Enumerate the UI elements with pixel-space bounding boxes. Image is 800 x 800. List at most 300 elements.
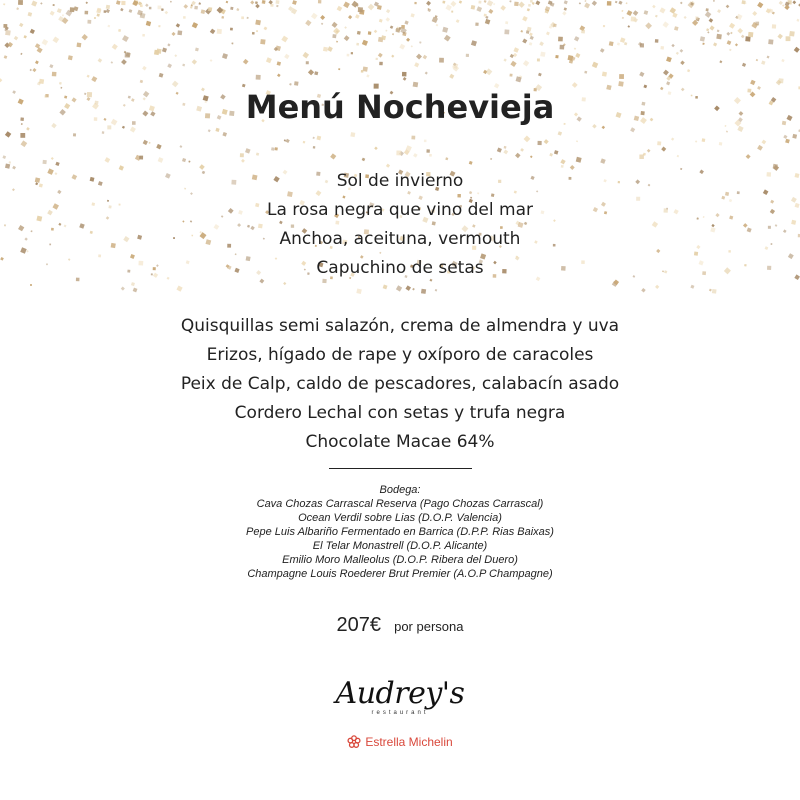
confetti-piece <box>210 29 216 35</box>
confetti-piece <box>323 47 328 52</box>
confetti-piece <box>574 36 579 41</box>
confetti-piece <box>792 0 796 4</box>
confetti-piece <box>139 156 143 160</box>
confetti-piece <box>284 54 289 59</box>
confetti-piece <box>490 158 492 160</box>
confetti-piece <box>250 0 254 4</box>
confetti-piece <box>680 2 683 5</box>
confetti-piece <box>466 54 469 57</box>
confetti-piece <box>631 17 636 22</box>
confetti-piece <box>558 37 563 42</box>
confetti-piece <box>98 58 103 63</box>
confetti-piece <box>471 5 476 10</box>
confetti-piece <box>285 139 289 143</box>
list-item: Capuchino de setas <box>316 258 484 278</box>
confetti-piece <box>140 80 143 83</box>
confetti-piece <box>520 148 524 152</box>
confetti-piece <box>107 125 111 129</box>
confetti-piece <box>705 11 712 18</box>
confetti-piece <box>707 31 709 33</box>
confetti-piece <box>120 8 123 11</box>
confetti-piece <box>411 45 413 47</box>
confetti-piece <box>111 61 114 64</box>
confetti-piece <box>391 55 394 58</box>
confetti-piece <box>256 75 261 80</box>
confetti-piece <box>176 23 180 27</box>
confetti-piece <box>255 4 260 9</box>
confetti-piece <box>59 82 62 85</box>
confetti-piece <box>294 81 299 86</box>
confetti-piece <box>303 141 306 144</box>
confetti-piece <box>752 11 757 16</box>
starters-list <box>0 167 800 283</box>
confetti-piece <box>768 39 773 44</box>
confetti-piece <box>142 66 147 71</box>
confetti-piece <box>347 54 350 57</box>
confetti-piece <box>549 153 553 157</box>
confetti-piece <box>602 126 606 130</box>
confetti-piece <box>208 129 211 132</box>
confetti-piece <box>91 76 97 82</box>
confetti-piece <box>584 71 587 74</box>
restaurant-subtitle: restaurant <box>371 710 429 716</box>
confetti-piece <box>121 1 125 5</box>
confetti-piece <box>240 153 244 157</box>
confetti-piece <box>318 0 321 3</box>
confetti-piece <box>242 84 246 88</box>
confetti-piece <box>351 52 353 54</box>
confetti-piece <box>52 72 57 77</box>
confetti-piece <box>485 68 492 75</box>
confetti-piece <box>51 157 54 160</box>
confetti-piece <box>544 139 549 144</box>
confetti-piece <box>741 0 745 4</box>
confetti-piece <box>188 161 190 163</box>
confetti-piece <box>336 41 338 43</box>
confetti-piece <box>3 24 7 28</box>
confetti-piece <box>255 20 261 26</box>
confetti-piece <box>592 62 598 68</box>
confetti-piece <box>737 28 743 34</box>
confetti-piece <box>622 17 624 19</box>
confetti-piece <box>386 17 390 21</box>
confetti-piece <box>2 155 6 159</box>
confetti-piece <box>174 54 177 57</box>
confetti-piece <box>757 145 763 151</box>
confetti-piece <box>709 18 714 23</box>
confetti-piece <box>538 73 542 77</box>
confetti-piece <box>30 69 32 71</box>
confetti-piece <box>620 37 626 43</box>
confetti-piece <box>674 26 679 31</box>
confetti-piece <box>243 59 249 65</box>
confetti-piece <box>645 22 652 29</box>
confetti-piece <box>87 75 90 78</box>
confetti-piece <box>553 24 557 28</box>
confetti-piece <box>785 139 790 144</box>
confetti-piece <box>661 147 666 152</box>
confetti-piece <box>344 35 350 41</box>
confetti-piece <box>149 7 152 10</box>
confetti-piece <box>164 11 168 15</box>
confetti-piece <box>313 146 315 148</box>
confetti-piece <box>522 39 527 44</box>
confetti-piece <box>426 1 431 6</box>
confetti-piece <box>717 30 720 33</box>
confetti-piece <box>256 153 259 156</box>
confetti-piece <box>130 127 136 133</box>
confetti-piece <box>639 155 644 160</box>
confetti-piece <box>140 4 143 7</box>
confetti-piece <box>190 6 193 9</box>
confetti-piece <box>68 55 73 60</box>
confetti-piece <box>633 10 639 16</box>
confetti-piece <box>777 34 782 39</box>
confetti-piece <box>177 30 182 35</box>
confetti-piece <box>459 0 462 3</box>
confetti-piece <box>108 25 111 28</box>
confetti-piece <box>579 2 581 4</box>
confetti-piece <box>158 157 164 163</box>
confetti-piece <box>149 142 151 144</box>
confetti-piece <box>413 153 418 158</box>
confetti-piece <box>156 144 161 149</box>
confetti-piece <box>378 53 383 58</box>
list-item: La rosa negra que vino del mar <box>267 200 533 220</box>
confetti-piece <box>73 133 76 136</box>
confetti-piece <box>702 138 706 142</box>
confetti-piece <box>529 33 533 37</box>
confetti-piece <box>558 131 562 135</box>
list-item: Peix de Calp, caldo de pescadores, calabacín asado <box>180 374 620 394</box>
confetti-piece <box>396 285 402 291</box>
confetti-piece <box>767 56 770 59</box>
confetti-piece <box>684 16 687 19</box>
divider <box>329 468 472 469</box>
confetti-piece <box>23 35 26 38</box>
wine-item: El Telar Monastrell (D.O.P. Alicante) <box>312 540 488 552</box>
confetti-piece <box>729 49 732 52</box>
confetti-piece <box>344 26 347 29</box>
confetti-piece <box>366 74 369 77</box>
confetti-piece <box>500 5 506 11</box>
confetti-piece <box>432 17 438 23</box>
confetti-piece <box>368 4 375 11</box>
confetti-piece <box>55 162 59 166</box>
confetti-piece <box>655 39 659 43</box>
confetti-piece <box>618 81 623 86</box>
confetti-piece <box>356 289 361 294</box>
confetti-piece <box>662 21 668 27</box>
confetti-piece <box>671 138 674 141</box>
confetti-piece <box>396 28 401 33</box>
confetti-piece <box>730 32 733 35</box>
restaurant-name: Audrey's <box>335 676 465 711</box>
confetti-piece <box>712 289 717 294</box>
confetti-piece <box>222 53 228 59</box>
confetti-piece <box>652 5 656 9</box>
confetti-piece <box>362 158 366 162</box>
price-amount: 207€ <box>336 614 381 636</box>
confetti-piece <box>271 147 275 151</box>
confetti-piece <box>112 44 118 50</box>
confetti-piece <box>436 24 439 27</box>
confetti-piece <box>564 7 567 10</box>
confetti-piece <box>4 55 8 59</box>
confetti-piece <box>640 43 644 47</box>
confetti-piece <box>230 7 233 10</box>
confetti-piece <box>619 74 624 79</box>
confetti-piece <box>421 289 426 294</box>
confetti-piece <box>676 52 679 55</box>
list-item: Chocolate Macae 64% <box>305 432 495 452</box>
confetti-piece <box>695 16 698 19</box>
confetti-piece <box>748 32 753 37</box>
confetti-piece <box>53 4 55 6</box>
confetti-piece <box>742 63 746 67</box>
confetti-piece <box>28 12 33 17</box>
confetti-piece <box>362 40 368 46</box>
confetti-piece <box>42 160 46 164</box>
confetti-piece <box>600 158 605 163</box>
confetti-piece <box>327 46 333 52</box>
confetti-piece <box>706 8 709 11</box>
confetti-piece <box>535 0 540 5</box>
confetti-piece <box>18 0 23 5</box>
confetti-piece <box>275 147 278 150</box>
confetti-piece <box>782 4 784 6</box>
confetti-piece <box>626 10 632 16</box>
confetti-piece <box>9 161 12 164</box>
confetti-piece <box>727 40 732 45</box>
confetti-piece <box>358 7 363 12</box>
confetti-piece <box>332 22 338 28</box>
confetti-piece <box>121 59 127 65</box>
confetti-piece <box>320 15 325 20</box>
confetti-piece <box>316 136 321 141</box>
confetti-piece <box>560 45 565 50</box>
confetti-piece <box>792 134 797 139</box>
confetti-piece <box>194 6 198 10</box>
confetti-piece <box>198 2 201 5</box>
confetti-piece <box>617 42 620 45</box>
confetti-piece <box>659 7 665 13</box>
confetti-piece <box>493 3 495 5</box>
restaurant-logo <box>0 676 800 716</box>
confetti-piece <box>116 0 121 5</box>
confetti-piece <box>106 9 110 13</box>
confetti-piece <box>560 159 565 164</box>
confetti-piece <box>450 1 456 7</box>
confetti-piece <box>607 1 612 6</box>
confetti-piece <box>40 2 42 4</box>
confetti-piece <box>451 11 453 13</box>
confetti-piece <box>281 36 288 43</box>
confetti-piece <box>208 7 212 11</box>
confetti-piece <box>505 21 508 24</box>
confetti-piece <box>618 1 622 5</box>
confetti-piece <box>255 1 258 4</box>
confetti-piece <box>741 35 745 39</box>
list-item: Erizos, hígado de rape y oxíporo de caracoles <box>206 345 594 365</box>
confetti-piece <box>16 7 19 10</box>
confetti-piece <box>145 4 149 8</box>
confetti-piece <box>783 135 787 139</box>
confetti-piece <box>666 57 672 63</box>
confetti-piece <box>497 148 502 153</box>
confetti-piece <box>528 4 531 7</box>
confetti-piece <box>584 3 590 9</box>
confetti-piece <box>425 72 428 75</box>
confetti-piece <box>215 128 219 132</box>
confetti-piece <box>129 9 133 13</box>
confetti-piece <box>779 1 783 5</box>
confetti-piece <box>772 12 775 15</box>
confetti-piece <box>94 17 96 19</box>
list-item: Sol de invierno <box>336 171 464 191</box>
confetti-piece <box>726 5 730 9</box>
confetti-piece <box>263 1 265 3</box>
confetti-piece <box>700 36 705 41</box>
wine-item: Emilio Moro Malleolus (D.O.P. Ribera del Duero) <box>282 554 518 566</box>
confetti-piece <box>426 149 429 152</box>
confetti-piece <box>245 148 251 154</box>
confetti-piece <box>717 9 721 13</box>
confetti-piece <box>143 140 148 145</box>
confetti-piece <box>337 6 343 12</box>
confetti-piece <box>118 29 121 32</box>
confetti-piece <box>102 131 105 134</box>
confetti-piece <box>305 20 311 26</box>
confetti-piece <box>182 64 185 67</box>
price <box>0 614 800 637</box>
confetti-piece <box>504 146 507 149</box>
confetti-piece <box>414 62 419 67</box>
confetti-piece <box>737 126 743 132</box>
confetti-piece <box>356 43 359 46</box>
confetti-piece <box>530 155 533 158</box>
confetti-piece <box>750 80 755 85</box>
wine-item: Ocean Verdil sobre Lias (D.O.P. Valencia) <box>298 512 502 524</box>
confetti-piece <box>158 6 162 10</box>
confetti-piece <box>523 60 529 66</box>
confetti-piece <box>641 288 645 292</box>
confetti-piece <box>761 61 765 65</box>
confetti-piece <box>510 61 516 67</box>
confetti-piece <box>602 72 607 77</box>
confetti-piece <box>260 39 265 44</box>
confetti-piece <box>403 77 407 81</box>
confetti-piece <box>576 157 582 163</box>
confetti-piece <box>386 9 390 13</box>
confetti-piece <box>655 285 659 289</box>
confetti-piece <box>374 30 378 34</box>
confetti-piece <box>680 61 685 66</box>
confetti-piece <box>488 9 493 14</box>
wine-item: Champagne Louis Roederer Brut Premier (A.O.P Champagne) <box>247 568 553 580</box>
confetti-piece <box>680 49 684 53</box>
confetti-piece <box>515 153 521 159</box>
confetti-piece <box>158 25 160 27</box>
confetti-piece <box>655 15 658 18</box>
confetti-piece <box>621 10 623 12</box>
confetti-piece <box>405 285 411 291</box>
confetti-piece <box>745 36 750 41</box>
price-unit: por persona <box>394 619 464 634</box>
confetti-piece <box>230 28 233 31</box>
confetti-piece <box>201 9 206 14</box>
confetti-piece <box>568 55 574 61</box>
confetti-piece <box>264 27 268 31</box>
confetti-piece <box>478 1 481 4</box>
confetti-piece <box>231 42 233 44</box>
page-title: Menú Nochevieja <box>245 88 555 126</box>
confetti-piece <box>170 1 172 3</box>
list-item: Cordero Lechal con setas y trufa negra <box>234 403 566 423</box>
confetti-piece <box>252 32 255 35</box>
confetti-piece <box>106 5 110 9</box>
confetti-piece <box>210 59 213 62</box>
confetti-piece <box>690 285 694 289</box>
confetti-piece <box>167 43 170 46</box>
confetti-piece <box>221 16 224 19</box>
confetti-piece <box>122 126 125 129</box>
confetti-piece <box>445 4 451 10</box>
confetti-piece <box>514 2 519 7</box>
confetti-piece <box>176 286 182 292</box>
confetti-piece <box>125 52 130 57</box>
confetti-piece <box>530 0 533 3</box>
confetti-piece <box>87 20 91 24</box>
confetti-piece <box>19 23 23 27</box>
confetti-piece <box>411 13 415 17</box>
confetti-piece <box>226 1 229 4</box>
confetti-piece <box>713 0 715 2</box>
confetti-piece <box>30 284 32 286</box>
confetti-piece <box>411 136 415 140</box>
confetti-piece <box>449 74 454 79</box>
confetti-piece <box>277 74 281 78</box>
confetti-piece <box>539 41 544 46</box>
confetti-piece <box>429 154 432 157</box>
confetti-piece <box>217 29 222 34</box>
confetti-piece <box>357 31 361 35</box>
confetti-piece <box>390 26 393 29</box>
confetti-piece <box>399 44 405 50</box>
list-item: Quisquillas semi salazón, crema de almendra y uva <box>180 316 620 336</box>
confetti-piece <box>584 0 586 2</box>
confetti-piece <box>503 58 506 61</box>
confetti-piece <box>31 1 37 7</box>
confetti-piece <box>266 57 272 63</box>
confetti-piece <box>503 150 508 155</box>
confetti-piece <box>627 25 630 28</box>
confetti-piece <box>716 34 722 40</box>
confetti-piece <box>5 131 11 137</box>
confetti-piece <box>62 15 64 17</box>
confetti-piece <box>276 0 280 4</box>
confetti-piece <box>469 161 473 165</box>
confetti-piece <box>485 19 491 25</box>
confetti-piece <box>303 52 310 59</box>
confetti-piece <box>439 58 444 63</box>
confetti-piece <box>442 1 445 4</box>
confetti-piece <box>687 69 690 72</box>
confetti-piece <box>513 47 519 53</box>
confetti-piece <box>702 43 704 45</box>
confetti-piece <box>306 61 309 64</box>
confetti-piece <box>444 35 451 42</box>
